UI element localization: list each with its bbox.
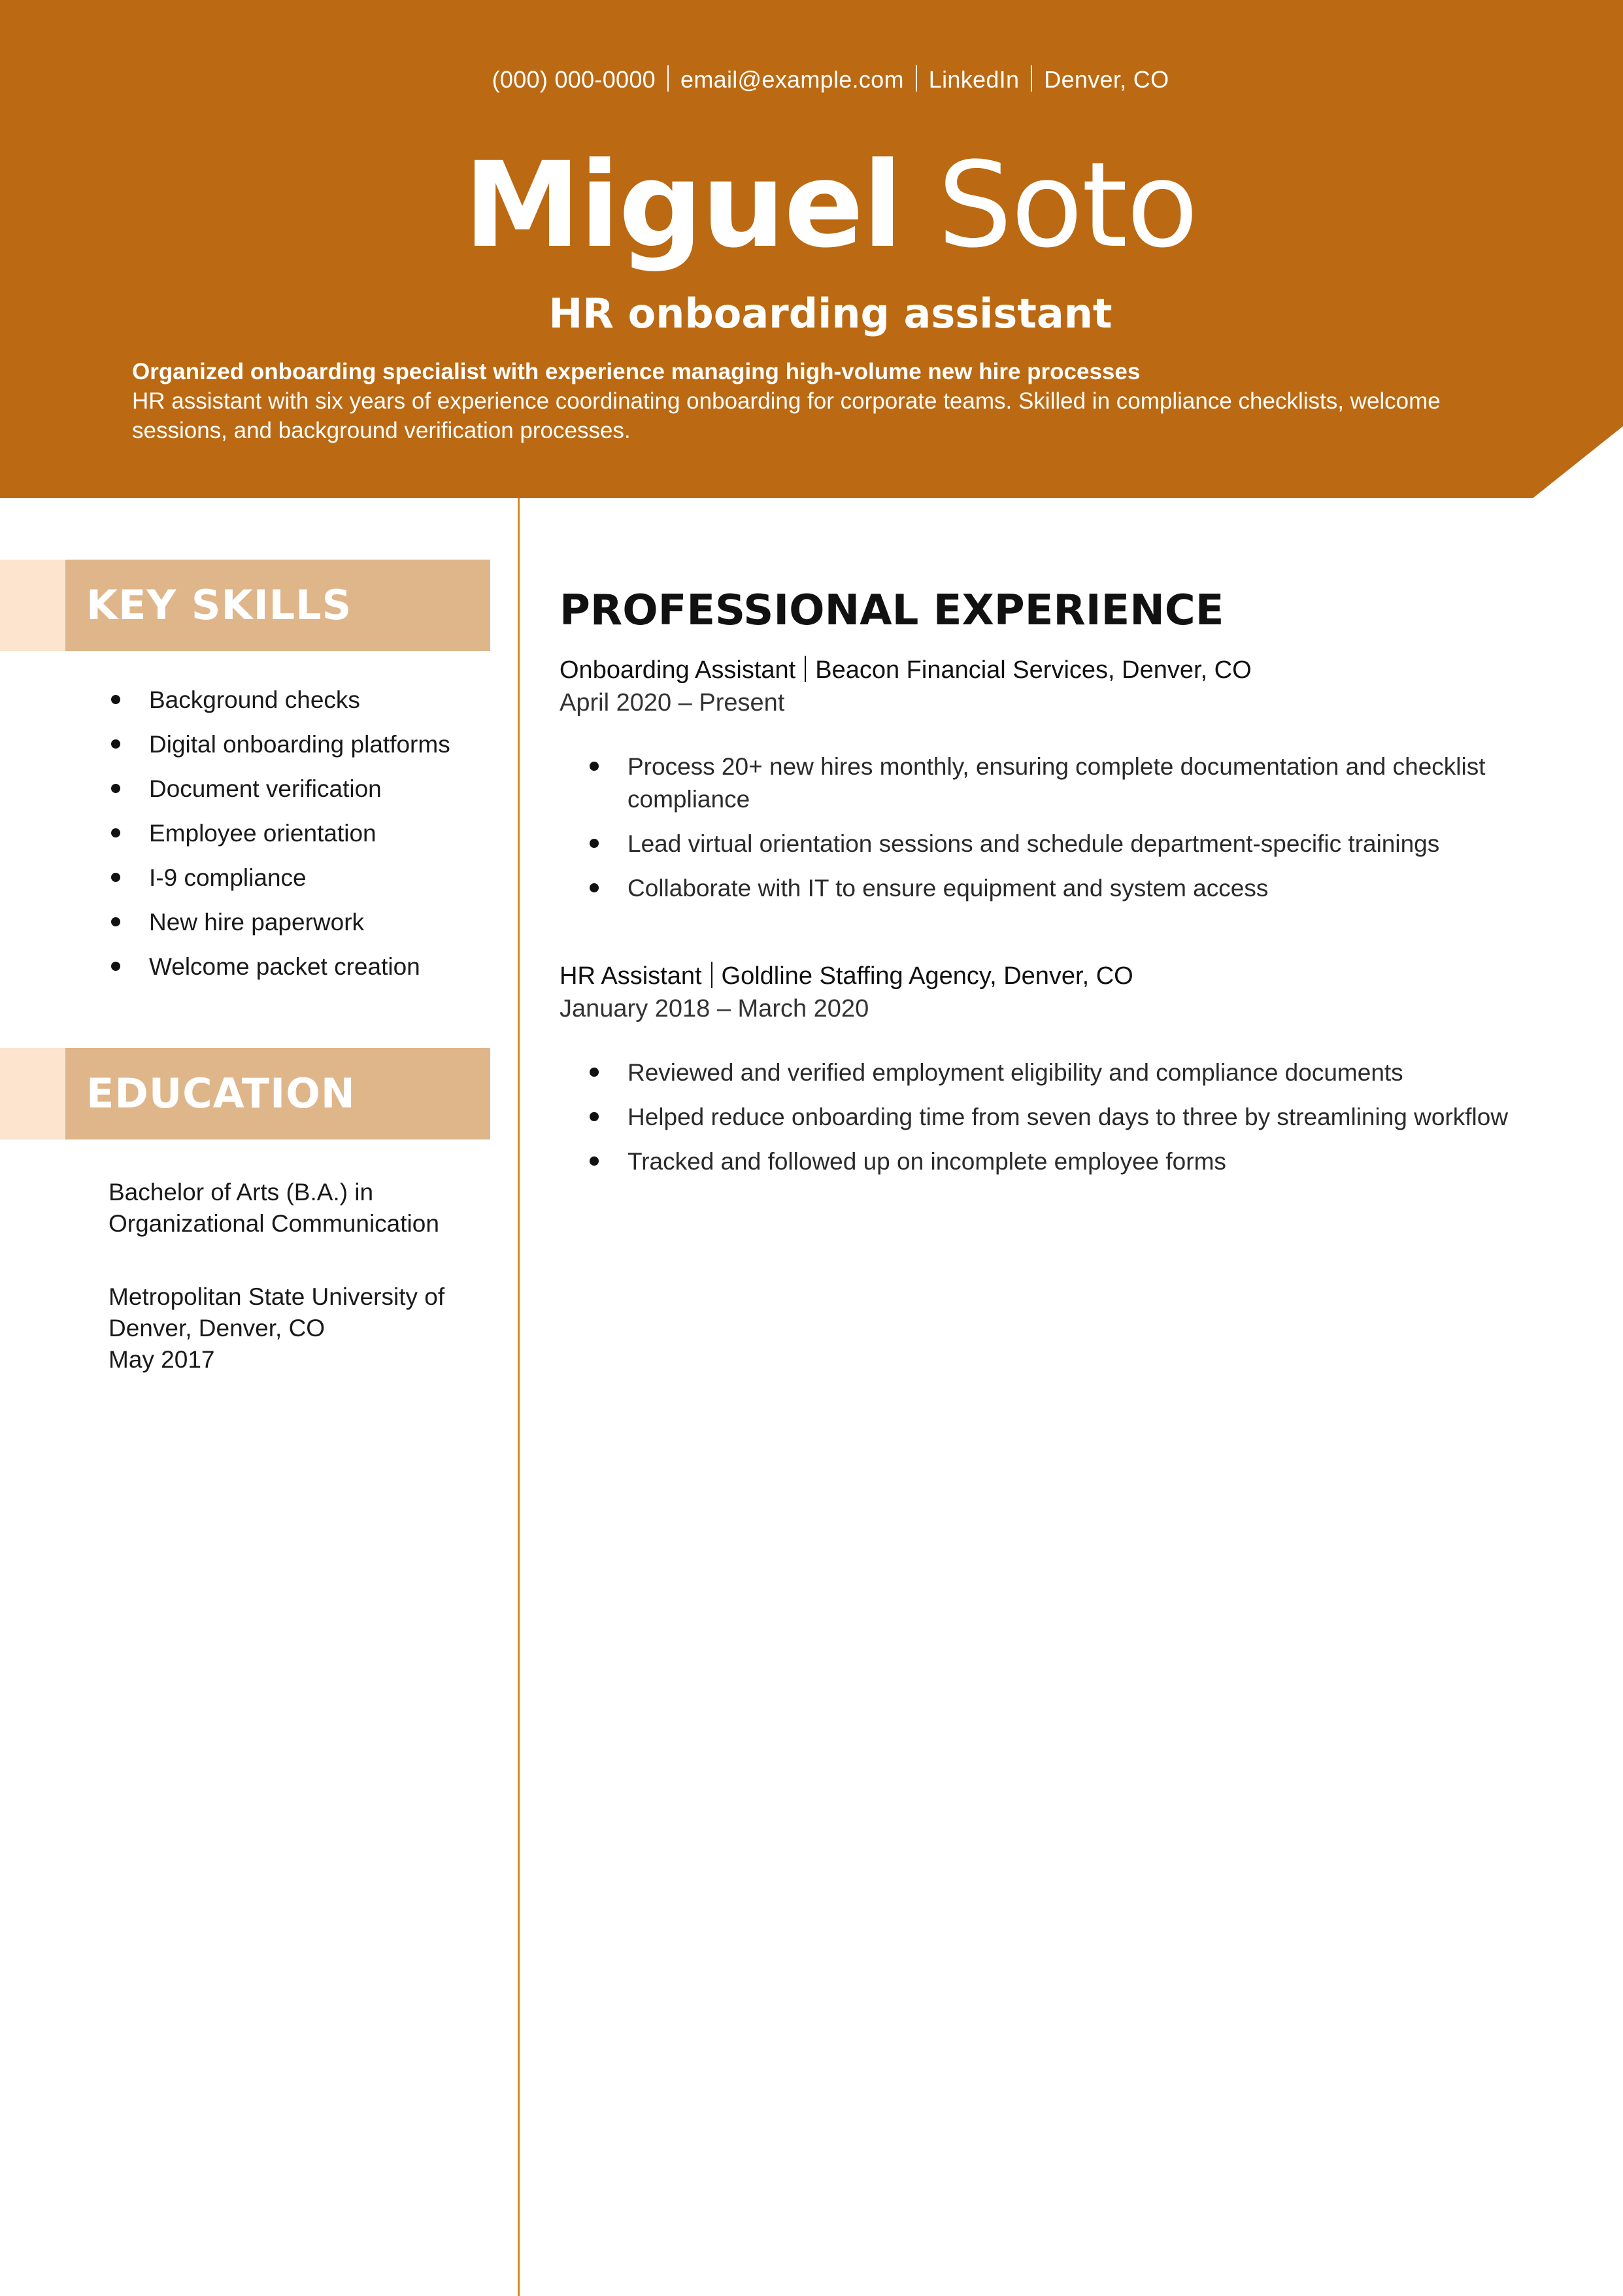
education-section-header <box>0 1048 490 1140</box>
section-bar-accent <box>0 1048 65 1140</box>
job-separator <box>805 656 806 682</box>
candidate-name <box>0 137 1623 275</box>
contact-location: Denver, CO <box>1044 66 1169 93</box>
skill-item: Employee orientation <box>109 819 514 849</box>
first-name: Miguel <box>463 137 902 274</box>
job-bullet: Reviewed and verified employment eligibility and compliance documents <box>560 1056 1592 1089</box>
summary-text: HR assistant with six years of experience coordinating onboarding for corporate teams. Skilled in compliance checklists, welcome sessions, and background verification processes. <box>132 388 1441 443</box>
education-school <box>109 1281 514 1376</box>
skill-item: Digital onboarding platforms <box>109 730 514 760</box>
summary-headline: Organized onboarding specialist with experience managing high-volume new hire processes <box>132 359 1141 384</box>
summary <box>132 357 1518 445</box>
experience-heading: PROFESSIONAL EXPERIENCE <box>560 586 1224 635</box>
education-heading: EDUCATION <box>86 1070 356 1117</box>
skill-item: Document verification <box>109 774 514 804</box>
degree-line: Organizational Communication <box>109 1210 439 1237</box>
job-bullets <box>560 1056 1592 1178</box>
column-divider <box>518 498 520 2296</box>
last-name: Soto <box>937 137 1197 274</box>
job-title: HR onboarding assistant <box>548 290 1113 337</box>
job-dates: April 2020 – Present <box>560 689 785 717</box>
school-line: Metropolitan State University of <box>109 1283 445 1310</box>
skill-item: Background checks <box>109 685 514 715</box>
skill-item: I-9 compliance <box>109 863 514 893</box>
job-position: HR Assistant <box>560 962 702 990</box>
job-bullet: Helped reduce onboarding time from seven days to three by streamlining workflow <box>560 1101 1592 1134</box>
contact-email[interactable]: email@example.com <box>680 66 904 93</box>
job-heading <box>560 654 1592 686</box>
skill-item: New hire paperwork <box>109 907 514 937</box>
contact-separator <box>1031 65 1032 92</box>
job-company: Goldline Staffing Agency, Denver, CO <box>721 962 1133 990</box>
contact-separator <box>916 65 917 92</box>
job-entry <box>560 654 1592 917</box>
job-dates: January 2018 – March 2020 <box>560 995 869 1022</box>
job-bullet: Lead virtual orientation sessions and schedule department-specific trainings <box>560 828 1592 860</box>
skills-heading: KEY SKILLS <box>86 581 352 629</box>
job-separator <box>711 962 712 988</box>
job-bullet: Tracked and followed up on incomplete employee forms <box>560 1145 1592 1178</box>
contact-separator <box>667 65 669 92</box>
contact-phone: (000) 000-0000 <box>492 66 656 93</box>
section-bar-accent <box>0 560 65 651</box>
job-entry <box>560 960 1592 1190</box>
degree-line: Bachelor of Arts (B.A.) in <box>109 1179 374 1206</box>
contact-line <box>0 65 1623 93</box>
skills-list <box>109 685 514 996</box>
job-company: Beacon Financial Services, Denver, CO <box>815 656 1252 684</box>
job-heading <box>560 960 1592 992</box>
job-position: Onboarding Assistant <box>560 656 796 684</box>
skills-section-header <box>0 560 490 651</box>
job-bullet: Process 20+ new hires monthly, ensuring complete documentation and checklist compliance <box>560 751 1592 816</box>
education-degree <box>109 1177 514 1240</box>
job-bullet: Collaborate with IT to ensure equipment and system access <box>560 872 1592 905</box>
contact-linkedin[interactable]: LinkedIn <box>928 66 1020 93</box>
skill-item: Welcome packet creation <box>109 952 514 982</box>
school-line: Denver, Denver, CO <box>109 1315 326 1342</box>
graduation-date: May 2017 <box>109 1346 215 1373</box>
job-bullets <box>560 751 1592 905</box>
